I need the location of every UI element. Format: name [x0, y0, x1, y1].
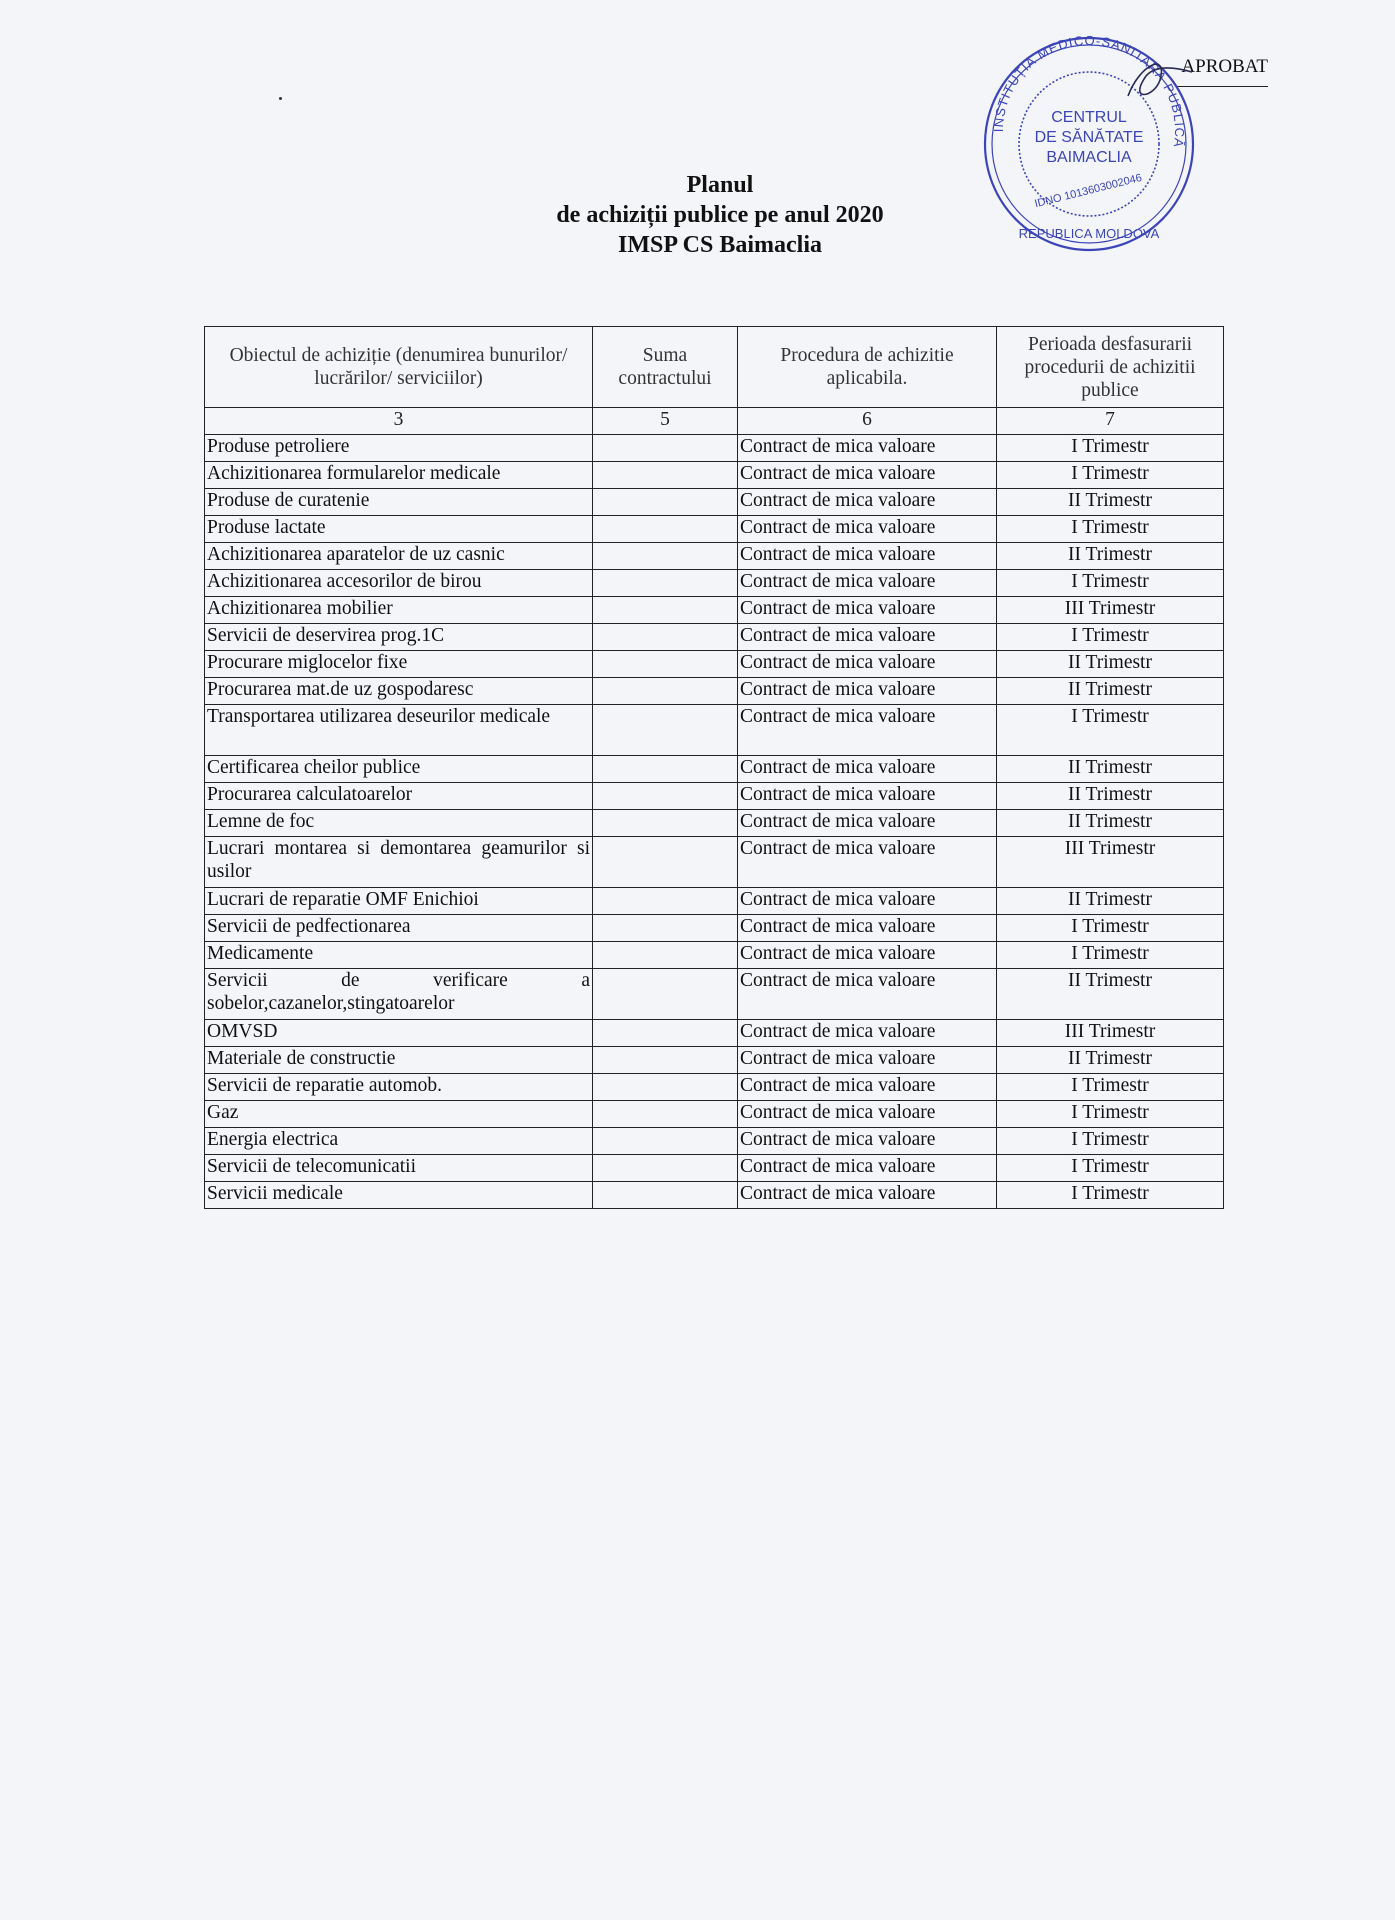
procedure-cell: Contract de mica valoare	[738, 969, 997, 1020]
official-stamp	[978, 24, 1200, 260]
table-row	[205, 462, 1224, 489]
title-line-2: de achiziții publice pe anul 2020	[556, 202, 884, 228]
procedure-cell: Contract de mica valoare	[738, 1155, 997, 1182]
sum-cell	[593, 1128, 738, 1155]
table-row	[205, 489, 1224, 516]
sum-cell	[593, 837, 738, 888]
table-row	[205, 810, 1224, 837]
table-row	[205, 969, 1224, 1020]
sum-cell	[593, 597, 738, 624]
stamp-line-1: CENTRUL	[1051, 109, 1127, 126]
period-cell: II Trimestr	[997, 489, 1224, 516]
procedure-cell: Contract de mica valoare	[738, 1020, 997, 1047]
table-row	[205, 651, 1224, 678]
object-cell: Achizitionarea mobilier	[205, 597, 593, 624]
signature	[1128, 64, 1192, 96]
object-cell: Servicii de deservirea prog.1C	[205, 624, 593, 651]
table-row	[205, 756, 1224, 783]
title-line-1: Planul	[686, 172, 754, 198]
scan-speck	[279, 97, 282, 100]
object-cell: Lucrari de reparatie OMF Enichioi	[205, 888, 593, 915]
sum-cell	[593, 516, 738, 543]
table-row	[205, 1020, 1224, 1047]
period-cell: I Trimestr	[997, 1101, 1224, 1128]
sum-cell	[593, 783, 738, 810]
table-row	[205, 837, 1224, 888]
period-cell: II Trimestr	[997, 969, 1224, 1020]
sum-cell	[593, 543, 738, 570]
table-row	[205, 597, 1224, 624]
procedure-cell: Contract de mica valoare	[738, 543, 997, 570]
procedure-cell: Contract de mica valoare	[738, 624, 997, 651]
object-cell: Medicamente	[205, 942, 593, 969]
object-cell: Lucrari montarea si demontarea geamurilor si usilor	[205, 837, 593, 888]
table-row	[205, 624, 1224, 651]
period-cell: II Trimestr	[997, 756, 1224, 783]
title-line-3: IMSP CS Baimaclia	[617, 232, 822, 258]
procurement-table	[204, 326, 1224, 1209]
procedure-cell: Contract de mica valoare	[738, 435, 997, 462]
sum-cell	[593, 756, 738, 783]
table-row	[205, 942, 1224, 969]
sum-cell	[593, 888, 738, 915]
object-cell: Materiale de constructie	[205, 1047, 593, 1074]
period-cell: III Trimestr	[997, 1020, 1224, 1047]
header-object: Obiectul de achiziție (denumirea bunurilor/ lucrărilor/ serviciilor)	[205, 327, 593, 408]
period-cell: I Trimestr	[997, 1155, 1224, 1182]
sum-cell	[593, 489, 738, 516]
period-cell: I Trimestr	[997, 1182, 1224, 1209]
sum-cell	[593, 1101, 738, 1128]
sum-cell	[593, 462, 738, 489]
object-cell: Energia electrica	[205, 1128, 593, 1155]
header-period: Perioada desfasurarii procedurii de achizitii publice	[997, 327, 1224, 408]
table-row	[205, 543, 1224, 570]
table-row	[205, 1047, 1224, 1074]
period-cell: I Trimestr	[997, 705, 1224, 756]
period-cell: I Trimestr	[997, 435, 1224, 462]
procedure-cell: Contract de mica valoare	[738, 1074, 997, 1101]
period-cell: I Trimestr	[997, 915, 1224, 942]
table-row	[205, 915, 1224, 942]
object-cell: Achizitionarea formularelor medicale	[205, 462, 593, 489]
object-cell: Achizitionarea accesorilor de birou	[205, 570, 593, 597]
column-number: 6	[738, 408, 997, 435]
table-row	[205, 705, 1224, 756]
period-cell: II Trimestr	[997, 678, 1224, 705]
sum-cell	[593, 1074, 738, 1101]
period-cell: II Trimestr	[997, 1047, 1224, 1074]
period-cell: I Trimestr	[997, 1074, 1224, 1101]
table-row	[205, 516, 1224, 543]
table-body	[205, 435, 1224, 1209]
period-cell: I Trimestr	[997, 1128, 1224, 1155]
period-cell: I Trimestr	[997, 516, 1224, 543]
object-cell: Servicii de pedfectionarea	[205, 915, 593, 942]
object-cell: Produse petroliere	[205, 435, 593, 462]
sum-cell	[593, 969, 738, 1020]
object-cell: Procurarea calculatoarelor	[205, 783, 593, 810]
table-row	[205, 678, 1224, 705]
period-cell: II Trimestr	[997, 543, 1224, 570]
sum-cell	[593, 705, 738, 756]
sum-cell	[593, 1182, 738, 1209]
procedure-cell: Contract de mica valoare	[738, 1128, 997, 1155]
sum-cell	[593, 1020, 738, 1047]
period-cell: I Trimestr	[997, 570, 1224, 597]
period-cell: II Trimestr	[997, 888, 1224, 915]
sum-cell	[593, 651, 738, 678]
procedure-cell: Contract de mica valoare	[738, 1047, 997, 1074]
table-row	[205, 1101, 1224, 1128]
table-row	[205, 570, 1224, 597]
procedure-cell: Contract de mica valoare	[738, 462, 997, 489]
period-cell: II Trimestr	[997, 783, 1224, 810]
object-cell: Certificarea cheilor publice	[205, 756, 593, 783]
sum-cell	[593, 435, 738, 462]
table-row	[205, 435, 1224, 462]
table-row	[205, 783, 1224, 810]
procedure-cell: Contract de mica valoare	[738, 942, 997, 969]
header-procedure: Procedura de achizitie aplicabila.	[738, 327, 997, 408]
column-number: 5	[593, 408, 738, 435]
procedure-cell: Contract de mica valoare	[738, 1101, 997, 1128]
object-cell: Produse de curatenie	[205, 489, 593, 516]
period-cell: II Trimestr	[997, 651, 1224, 678]
procedure-cell: Contract de mica valoare	[738, 1182, 997, 1209]
object-cell: Servicii medicale	[205, 1182, 593, 1209]
object-cell: OMVSD	[205, 1020, 593, 1047]
stamp-idno: IDNO 1013603002046	[1033, 171, 1144, 211]
object-cell: Servicii de verificare a sobelor,cazanelor,stingatoarelor	[205, 969, 593, 1020]
object-cell: Procurare miglocelor fixe	[205, 651, 593, 678]
object-cell: Produse lactate	[205, 516, 593, 543]
approval-label: APROBAT	[1176, 56, 1268, 87]
stamp-country: REPUBLICA MOLDOVA	[1018, 226, 1160, 241]
sum-cell	[593, 570, 738, 597]
stamp-outer-text: INSTITUȚIA MEDICO-SANITARĂ PUBLICĂ	[990, 32, 1188, 149]
period-cell: III Trimestr	[997, 837, 1224, 888]
header-sum: Suma contractului	[593, 327, 738, 408]
table-row	[205, 1128, 1224, 1155]
document-title	[480, 170, 960, 260]
object-cell: Servicii de telecomunicatii	[205, 1155, 593, 1182]
sum-cell	[593, 1047, 738, 1074]
sum-cell	[593, 810, 738, 837]
object-cell: Achizitionarea aparatelor de uz casnic	[205, 543, 593, 570]
procedure-cell: Contract de mica valoare	[738, 705, 997, 756]
object-cell: Gaz	[205, 1101, 593, 1128]
column-number: 3	[205, 408, 593, 435]
procedure-cell: Contract de mica valoare	[738, 783, 997, 810]
procedure-cell: Contract de mica valoare	[738, 678, 997, 705]
period-cell: II Trimestr	[997, 810, 1224, 837]
table-row	[205, 1182, 1224, 1209]
sum-cell	[593, 624, 738, 651]
procedure-cell: Contract de mica valoare	[738, 756, 997, 783]
sum-cell	[593, 915, 738, 942]
procedure-cell: Contract de mica valoare	[738, 570, 997, 597]
period-cell: III Trimestr	[997, 597, 1224, 624]
stamp-line-3: BAIMACLIA	[1046, 149, 1132, 166]
stamp-line-2: DE SĂNĂTATE	[1034, 129, 1144, 146]
object-cell: Lemne de foc	[205, 810, 593, 837]
period-cell: I Trimestr	[997, 624, 1224, 651]
procedure-cell: Contract de mica valoare	[738, 597, 997, 624]
procedure-cell: Contract de mica valoare	[738, 651, 997, 678]
sum-cell	[593, 1155, 738, 1182]
procedure-cell: Contract de mica valoare	[738, 915, 997, 942]
object-cell: Servicii de reparatie automob.	[205, 1074, 593, 1101]
table-row	[205, 1155, 1224, 1182]
table-row	[205, 888, 1224, 915]
period-cell: I Trimestr	[997, 942, 1224, 969]
sum-cell	[593, 942, 738, 969]
procedure-cell: Contract de mica valoare	[738, 837, 997, 888]
table-row	[205, 1074, 1224, 1101]
procedure-cell: Contract de mica valoare	[738, 489, 997, 516]
procedure-cell: Contract de mica valoare	[738, 888, 997, 915]
object-cell: Transportarea utilizarea deseurilor medicale	[205, 705, 593, 756]
procedure-cell: Contract de mica valoare	[738, 810, 997, 837]
object-cell: Procurarea mat.de uz gospodaresc	[205, 678, 593, 705]
procedure-cell: Contract de mica valoare	[738, 516, 997, 543]
period-cell: I Trimestr	[997, 462, 1224, 489]
column-number: 7	[997, 408, 1224, 435]
sum-cell	[593, 678, 738, 705]
